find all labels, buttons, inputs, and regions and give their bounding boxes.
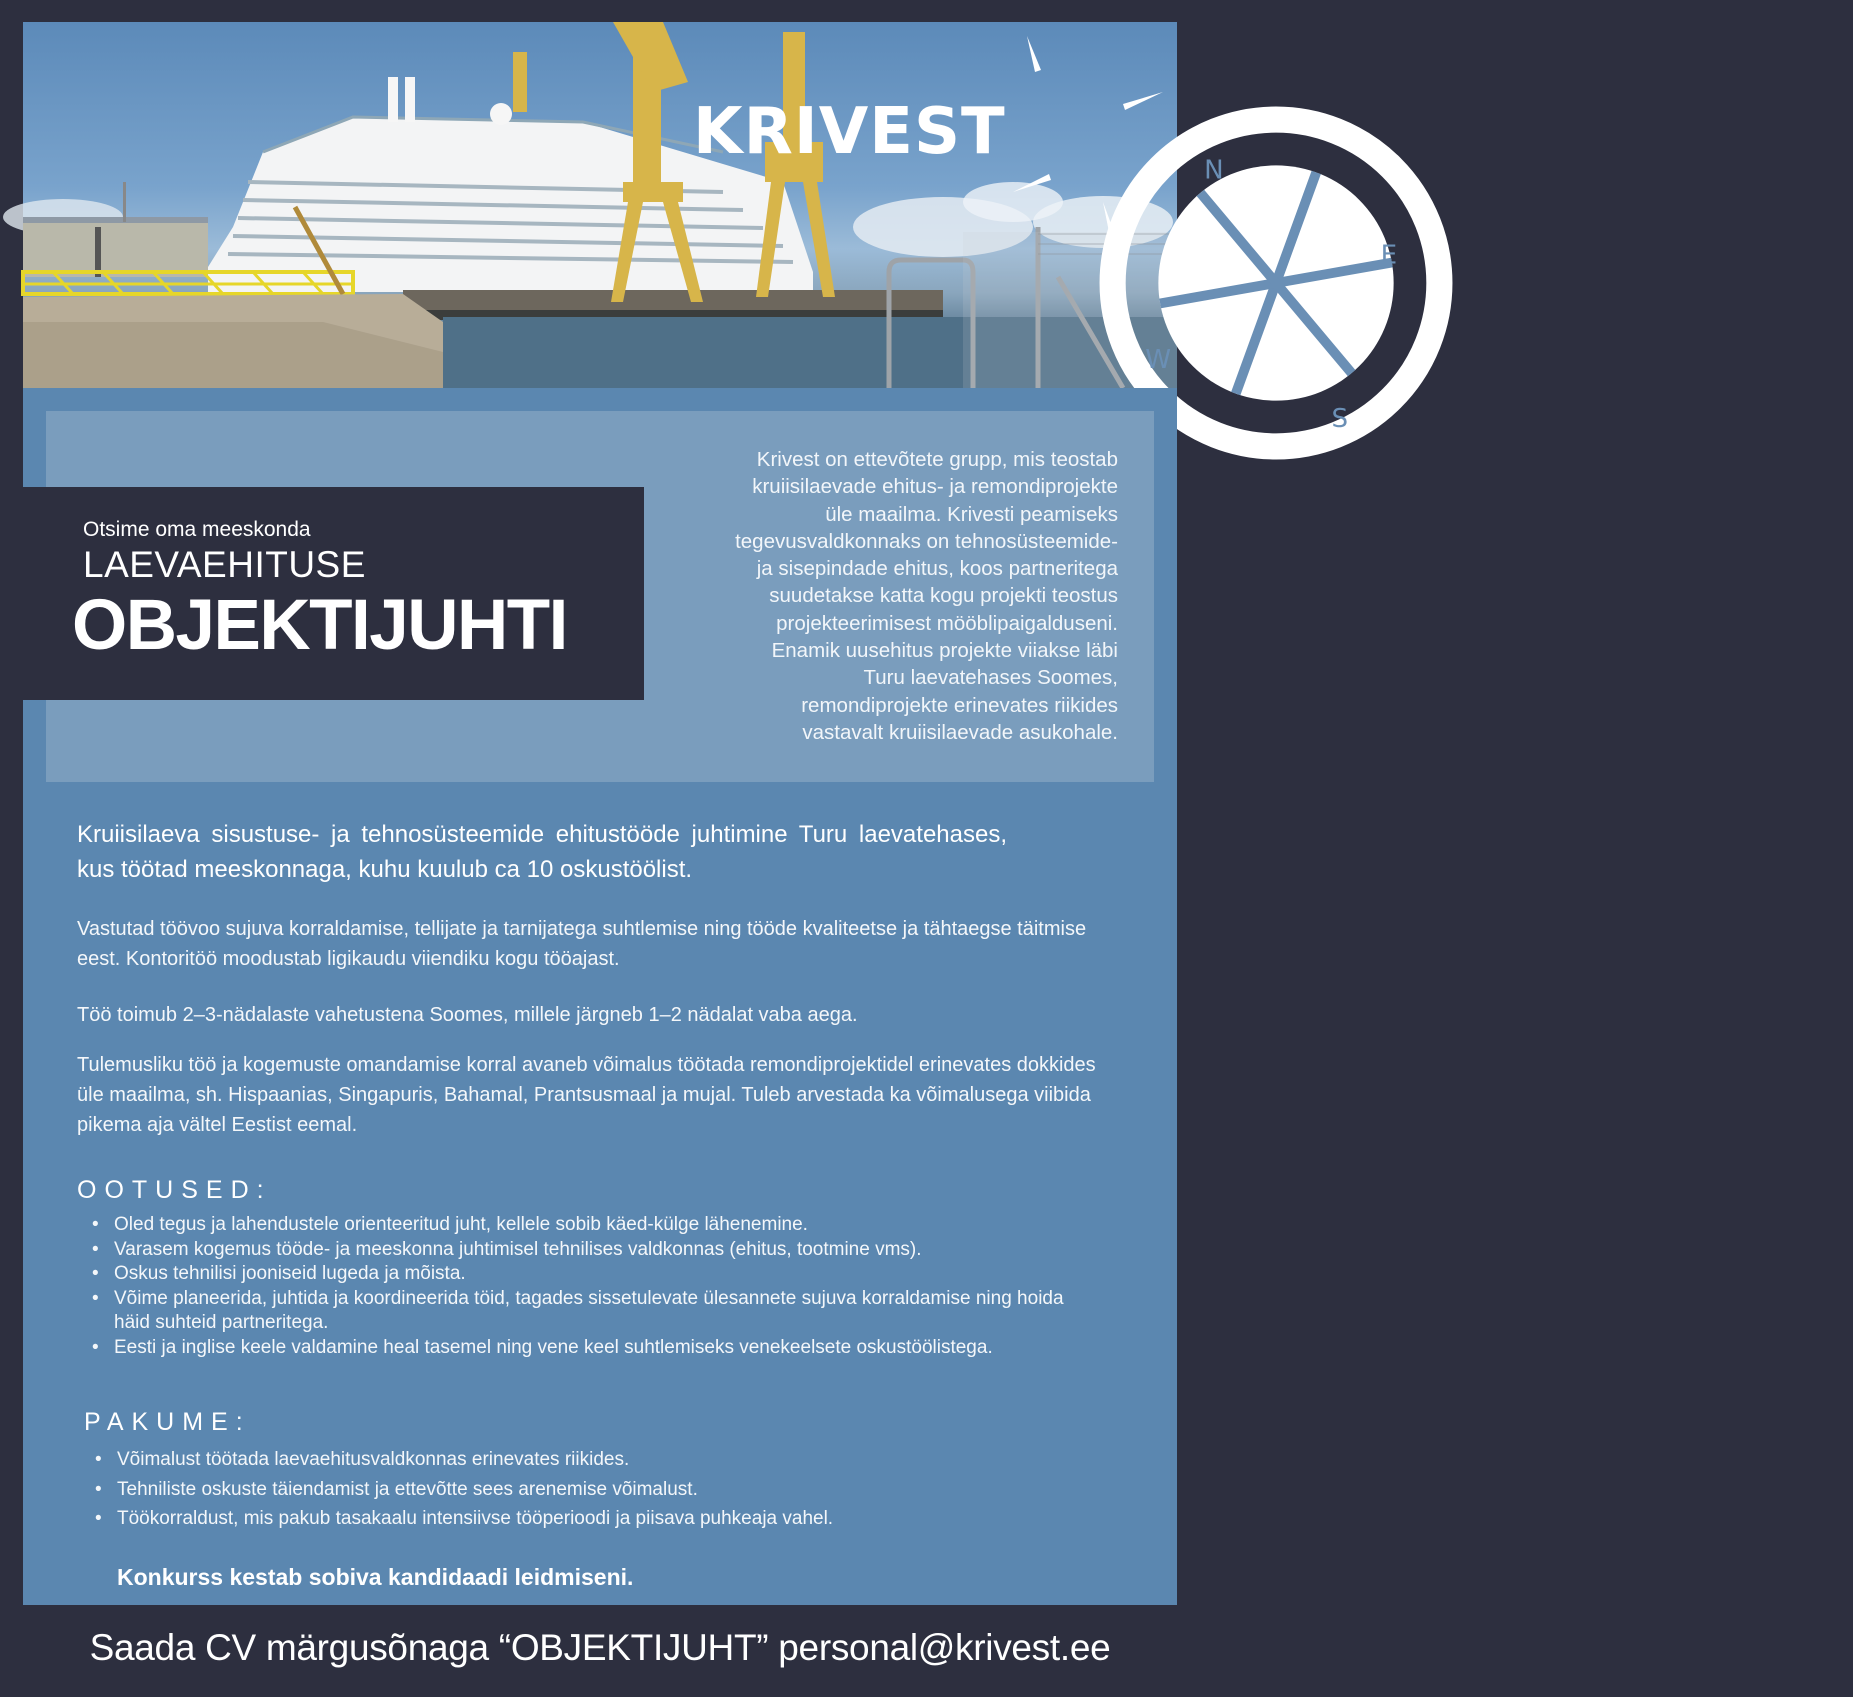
list-item: • Võime planeerida, juhtida ja koordineerida töid, tagades sissetulevate ülesannete sujuva korraldamise ning hoida häid suhteid partneritega. bbox=[84, 1287, 1074, 1336]
list-item: • Oled tegus ja lahendustele orienteeritud juht, kellele sobib käed-külge lähenemine. bbox=[84, 1213, 1074, 1238]
list-item: • Tehniliste oskuste täiendamist ja ettevõtte sees arenemise võimalust. bbox=[87, 1478, 1077, 1503]
job-title: OBJEKTIJUHTI bbox=[72, 586, 567, 665]
list-item: • Oskus tehnilisi jooniseid lugeda ja mõista. bbox=[84, 1262, 1074, 1287]
desc-line: tegevusvaldkonnaks on tehnosüsteemide- bbox=[735, 529, 1118, 553]
desc-line: projekteerimisest mööblipaigalduseni. bbox=[776, 611, 1118, 635]
job-lead-paragraph: Kruiisilaeva sisustuse- ja tehnosüsteemide ehitustööde juhtimine Turu laevatehases, kus töötad meeskonnaga, kuhu kuulub ca 10 oskustöölist. bbox=[77, 821, 1007, 883]
desc-line: kruiisilaevade ehitus- ja remondiprojekte bbox=[752, 475, 1118, 499]
desc-line: Turu laevatehases Soomes, bbox=[863, 666, 1118, 690]
list-item: • Töökorraldust, mis pakub tasakaalu intensiivse tööperioodi ja piisava puhkeaja vahel. bbox=[87, 1507, 1077, 1532]
desc-line: Enamik uusehitus projekte viiakse läbi bbox=[771, 639, 1118, 663]
schedule-paragraph: Töö toimub 2–3-nädalaste vahetustena Soomes, millele järgneb 1–2 nädalat vaba aega. bbox=[77, 1004, 858, 1026]
contact-cta: Saada CV märgusõnaga “OBJEKTIJUHT” personal@krivest.ee bbox=[89, 1627, 1111, 1668]
offer-list bbox=[87, 1448, 1077, 1537]
desc-line: üle maailma. Krivesti peamiseks bbox=[825, 502, 1118, 526]
svg-text:S: S bbox=[1331, 403, 1349, 434]
desc-line: Krivest on ettevõtete grupp, mis teostab bbox=[756, 448, 1118, 471]
desc-line: vastavalt kruiisilaevade asukohale. bbox=[802, 720, 1118, 744]
logo-wordmark: KRIVEST bbox=[693, 95, 1006, 169]
svg-text:W: W bbox=[1145, 344, 1172, 375]
compass-needles-decoration bbox=[1013, 32, 1177, 252]
title-kicker: Otsime oma meeskonda bbox=[83, 518, 311, 541]
opportunities-paragraph: Tulemusliku töö ja kogemuste omandamise korral avaneb võimalus töötada remondiprojektidel erinevates dokkides üle maailma, sh. Hispaanias, Singapuris, Bahamal, Prantsusmaal ja mujal. Tuleb arvestada ka võimalusega viibida pikema aja vältel Eestist eemal. bbox=[77, 1054, 1096, 1136]
list-item: • Võimalust töötada laevaehitusvaldkonnas erinevates riikides. bbox=[87, 1448, 1077, 1473]
svg-text:N: N bbox=[1204, 155, 1224, 186]
title-line-1: LAEVAEHITUSE bbox=[83, 544, 366, 585]
krivest-logo bbox=[693, 95, 1398, 434]
svg-text:E: E bbox=[1380, 240, 1398, 271]
desc-line: suudetakse katta kogu projekti teostus bbox=[769, 584, 1118, 608]
desc-line: remondiprojekte erinevates riikides bbox=[801, 693, 1118, 717]
list-item: • Eesti ja inglise keele valdamine heal tasemel ning vene keel suhtlemiseks venekeelsete oskustöölistega. bbox=[84, 1336, 1074, 1361]
hero-photo bbox=[23, 22, 1398, 434]
offer-heading: PAKUME: bbox=[84, 1408, 251, 1436]
application-deadline: Konkurss kestab sobiva kandidaadi leidmiseni. bbox=[117, 1564, 634, 1590]
expectations-list bbox=[84, 1213, 1074, 1360]
desc-line: ja sisepindade ehitus, koos partneritega bbox=[756, 557, 1118, 581]
responsibilities-paragraph: Vastutad töövoo sujuva korraldamise, tellijate ja tarnijatega suhtlemise ning tööde kvaliteetse ja tähtaegse täitmise eest. Kontoritöö moodustab ligikaudu viiendiku kogu tööajast. bbox=[77, 918, 1087, 970]
company-description bbox=[648, 446, 1118, 746]
expectations-heading: OOTUSED: bbox=[77, 1176, 272, 1204]
list-item: • Varasem kogemus tööde- ja meeskonna juhtimisel tehnilises valdkonnas (ehitus, tootmine vms). bbox=[84, 1238, 1074, 1263]
